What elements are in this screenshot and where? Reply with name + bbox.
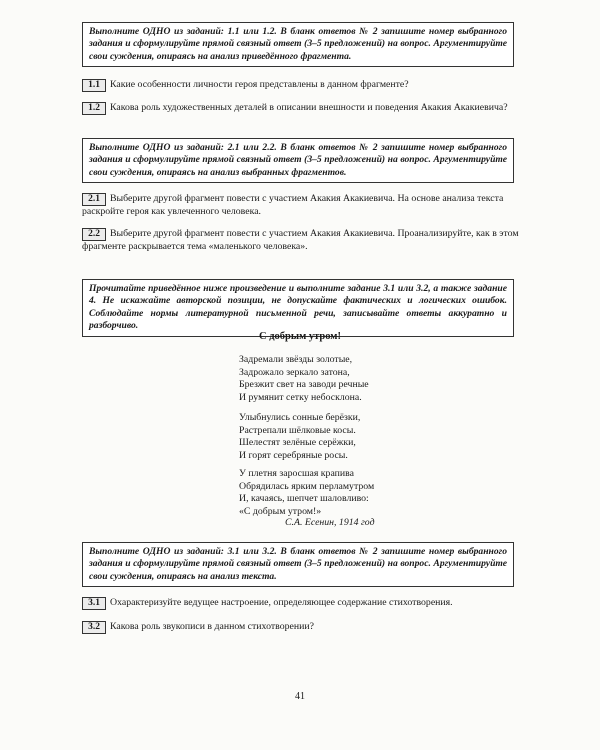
poem-line: У плетня заросшая крапива xyxy=(239,468,355,479)
instruction-text-4: Выполните ОДНО из заданий: 3.1 или 3.2. В бланк ответов № 2 запишите номер выбранного задания и сформулируйте прямой связный ответ (3–5 предложений) на вопрос. Аргументируйте свои суждения, опираясь на анализ текста. xyxy=(89,546,507,582)
task-1-1 xyxy=(82,79,527,92)
task-2-1 xyxy=(82,193,527,219)
task-text: Какова роль художественных деталей в описании внешности и поведения Акакия Акакиевича? xyxy=(110,102,508,113)
instruction-text-1: Выполните ОДНО из заданий: 1.1 или 1.2. В бланк ответов № 2 запишите номер выбранного задания и сформулируйте прямой связный ответ (3–5 предложений) на вопрос. Аргументируйте свои суждения, опираясь на анализ приведённого фрагмента. xyxy=(89,26,507,62)
instruction-box-3 xyxy=(82,279,514,337)
task-text: Выберите другой фрагмент повести с участием Акакия Акакиевича. На основе анализа текста раскройте героя как увлеченного человека. xyxy=(82,193,504,217)
poem-line: «С добрым утром!» xyxy=(239,505,322,517)
task-number-badge: 1.1 xyxy=(82,79,106,92)
task-3-1 xyxy=(82,597,527,610)
poem-stanza-2 xyxy=(239,412,469,462)
task-number-badge: 1.2 xyxy=(82,102,106,115)
task-text: Какие особенности личности героя представлены в данном фрагменте? xyxy=(110,79,409,90)
poem-line: И румянит сетку небосклона. xyxy=(239,391,362,403)
poem-stanza-1 xyxy=(239,354,469,404)
instruction-text-2: Выполните ОДНО из заданий: 2.1 или 2.2. В бланк ответов № 2 запишите номер выбранного задания и сформулируйте прямой связный ответ (3–5 предложений) на вопрос. Аргументируйте свои суждения, опираясь на анализ выбранных фрагментов. xyxy=(89,142,507,178)
instruction-box-1 xyxy=(82,22,514,67)
instruction-text-3: Прочитайте приведённое ниже произведение и выполните задание 3.1 или 3.2, а также задание 4. Не искажайте авторской позиции, не допускайте фактических и логических ошибок. Соблюдайте нормы литературной письменной речи, записывайте ответы аккуратно и разборчиво. xyxy=(89,283,507,332)
task-text: Выберите другой фрагмент повести с участием Акакия Акакиевича. Проанализируйте, как в этом фрагменте раскрывается тема «маленького человека». xyxy=(82,228,519,252)
task-number-badge: 2.1 xyxy=(82,193,106,206)
poem-title: С добрым утром! xyxy=(259,331,341,342)
poem-line: Задрожало зеркало затона, xyxy=(239,366,350,378)
poem-line: Брезжит свет на заводи речные xyxy=(239,379,369,391)
poem-stanza-3 xyxy=(239,468,469,518)
poem-line: Улыбнулись сонные берёзки, xyxy=(239,412,361,423)
task-3-2 xyxy=(82,621,527,634)
instruction-box-4 xyxy=(82,542,514,587)
task-number-badge: 3.1 xyxy=(82,597,106,610)
task-1-2 xyxy=(82,102,527,115)
task-number-badge: 2.2 xyxy=(82,228,106,241)
poem-line: Обрядилась ярким перламутром xyxy=(239,480,375,492)
instruction-box-2 xyxy=(82,138,514,183)
poem-line: Задремали звёзды золотые, xyxy=(239,354,353,365)
task-number-badge: 3.2 xyxy=(82,621,106,634)
poem-line: И горят серебряные росы. xyxy=(239,449,348,461)
task-text: Какова роль звукописи в данном стихотворении? xyxy=(110,621,314,632)
task-text: Охарактеризуйте ведущее настроение, определяющее содержание стихотворения. xyxy=(110,597,453,608)
poem-line: Шелестят зелёные серёжки, xyxy=(239,437,356,449)
page-number: 41 xyxy=(295,691,305,702)
poem-line: И, качаясь, шепчет шаловливо: xyxy=(239,493,369,505)
poem-author: С.А. Есенин, 1914 год xyxy=(285,517,375,528)
task-2-2 xyxy=(82,228,527,254)
poem-line: Растрепали шёлковые косы. xyxy=(239,424,356,436)
